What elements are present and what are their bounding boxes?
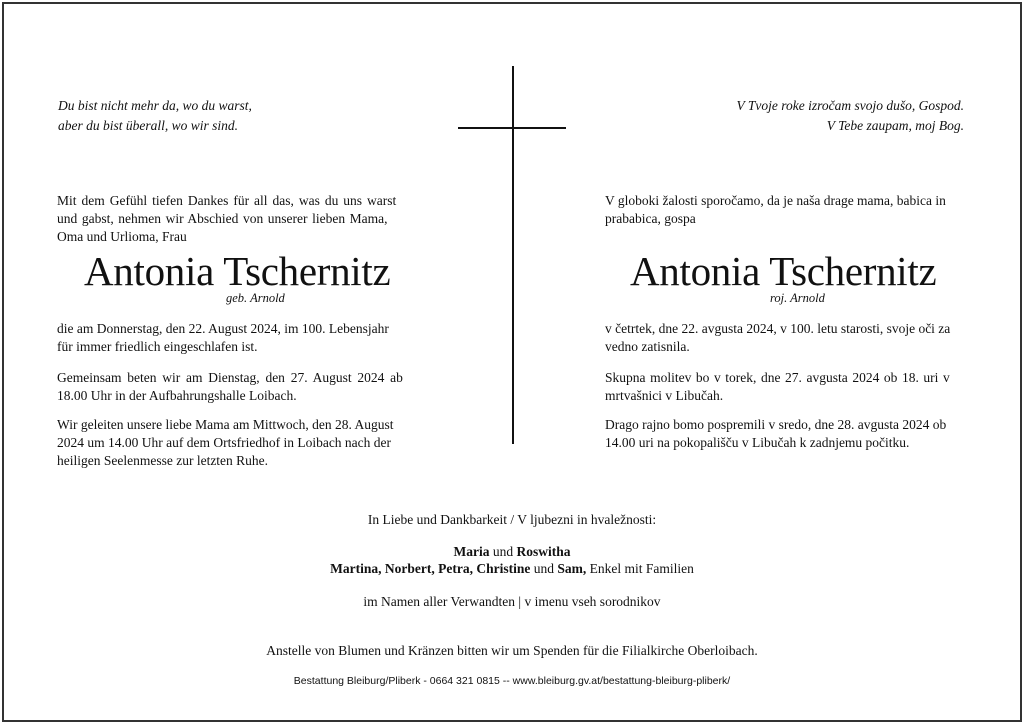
slovenian-intro [605, 192, 965, 228]
german-intro-line-3: Oma und Urlioma, Frau [57, 229, 187, 244]
german-funeral-line-3: heiligen Seelenmesse zur letzten Ruhe. [57, 453, 269, 468]
german-prayer-notice [57, 369, 417, 405]
slovenian-prayer-notice [605, 369, 965, 405]
dedication-line: In Liebe und Dankbarkeit / V ljubezni in hvaležnosti: [367, 512, 657, 527]
slovenian-death-line-2: vedno zatisnila. [605, 339, 690, 354]
slovenian-prayer-line-1: Skupna molitev bo v torek, dne 27. avgusta 2024 ob 18. uri v [605, 370, 950, 385]
german-intro-line-1: Mit dem Gefühl tiefen Dankes für all das, was du uns warst [57, 193, 397, 208]
german-death-line-2: für immer friedlich eingeschlafen ist. [57, 339, 258, 354]
funeral-home-footer: Bestattung Bleiburg/Pliberk - 0664 321 0815 -- www.bleiburg.gv.at/bestattung-bleiburg-pliberk/ [293, 675, 731, 687]
deceased-name-german: Antonia Tschernitz [84, 248, 391, 294]
motto-german [58, 96, 252, 136]
slovenian-intro-line-1: V globoki žalosti sporočamo, da je naša drage mama, babica in [605, 193, 946, 208]
german-intro [57, 192, 417, 246]
family-name-sam: Sam, [557, 561, 587, 576]
slovenian-intro-line-2: prababica, gospa [605, 211, 696, 226]
family-name-roswitha: Roswitha [516, 544, 571, 559]
slovenian-funeral-line-2: 14.00 uri na pokopališču v Libučah k zadnjemu počitku. [605, 435, 910, 450]
cross-horizontal-bar [458, 127, 566, 129]
family-line-grandchildren [0, 561, 1024, 577]
deceased-name-slovenian: Antonia Tschernitz [630, 248, 937, 294]
german-funeral-line-1: Wir geleiten unsere liebe Mama am Mittwoch, den 28. August [57, 417, 394, 432]
german-funeral-notice [57, 416, 417, 470]
maiden-name-slovenian: roj. Arnold [770, 291, 825, 305]
family-name-maria: Maria [453, 544, 490, 559]
family-line-children [0, 544, 1024, 560]
german-death-line-1: die am Donnerstag, den 22. August 2024, im 100. Lebensjahr [57, 321, 389, 336]
motto-slovenian-line-1: V Tvoje roke izročam svojo dušo, Gospod. [736, 98, 964, 113]
slovenian-prayer-line-2: mrtvašnici v Libučah. [605, 388, 724, 403]
cross-vertical-bar [512, 66, 514, 444]
slovenian-death-notice [605, 320, 965, 356]
motto-german-line-1: Du bist nicht mehr da, wo du warst, [58, 98, 252, 113]
german-prayer-line-2: 18.00 Uhr in der Aufbahrungshalle Loibach. [57, 388, 297, 403]
german-prayer-line-1: Gemeinsam beten wir am Dienstag, den 27. August 2024 ab [57, 370, 403, 385]
motto-german-line-2: aber du bist überall, wo wir sind. [58, 118, 239, 133]
donation-request: Anstelle von Blumen und Kränzen bitten wir um Spenden für die Filialkirche Oberloibach. [266, 643, 758, 658]
motto-slovenian-line-2: V Tebe zaupam, moj Bog. [826, 118, 964, 133]
slovenian-death-line-1: v četrtek, dne 22. avgusta 2024, v 100. letu starosti, svoje oči za [605, 321, 951, 336]
slovenian-funeral-line-1: Drago rajno bomo pospremili v sredo, dne 28. avgusta 2024 ob [605, 417, 947, 432]
german-death-notice [57, 320, 417, 356]
motto-slovenian [737, 96, 964, 136]
maiden-name-german: geb. Arnold [226, 291, 285, 305]
german-intro-line-2: und gabst, nehmen wir Abschied von unserer lieben Mama, [57, 211, 388, 226]
german-funeral-line-2: 2024 um 14.00 Uhr auf dem Ortsfriedhof in Loibach nach der [57, 435, 392, 450]
family-conjunction-2: und [533, 561, 554, 576]
slovenian-funeral-notice [605, 416, 965, 452]
family-suffix: Enkel mit Familien [589, 561, 694, 576]
relatives-line: im Namen aller Verwandten | v imenu vseh sorodnikov [363, 594, 661, 609]
family-names-grandchildren: Martina, Norbert, Petra, Christine [330, 561, 531, 576]
family-conjunction: und [492, 544, 514, 559]
